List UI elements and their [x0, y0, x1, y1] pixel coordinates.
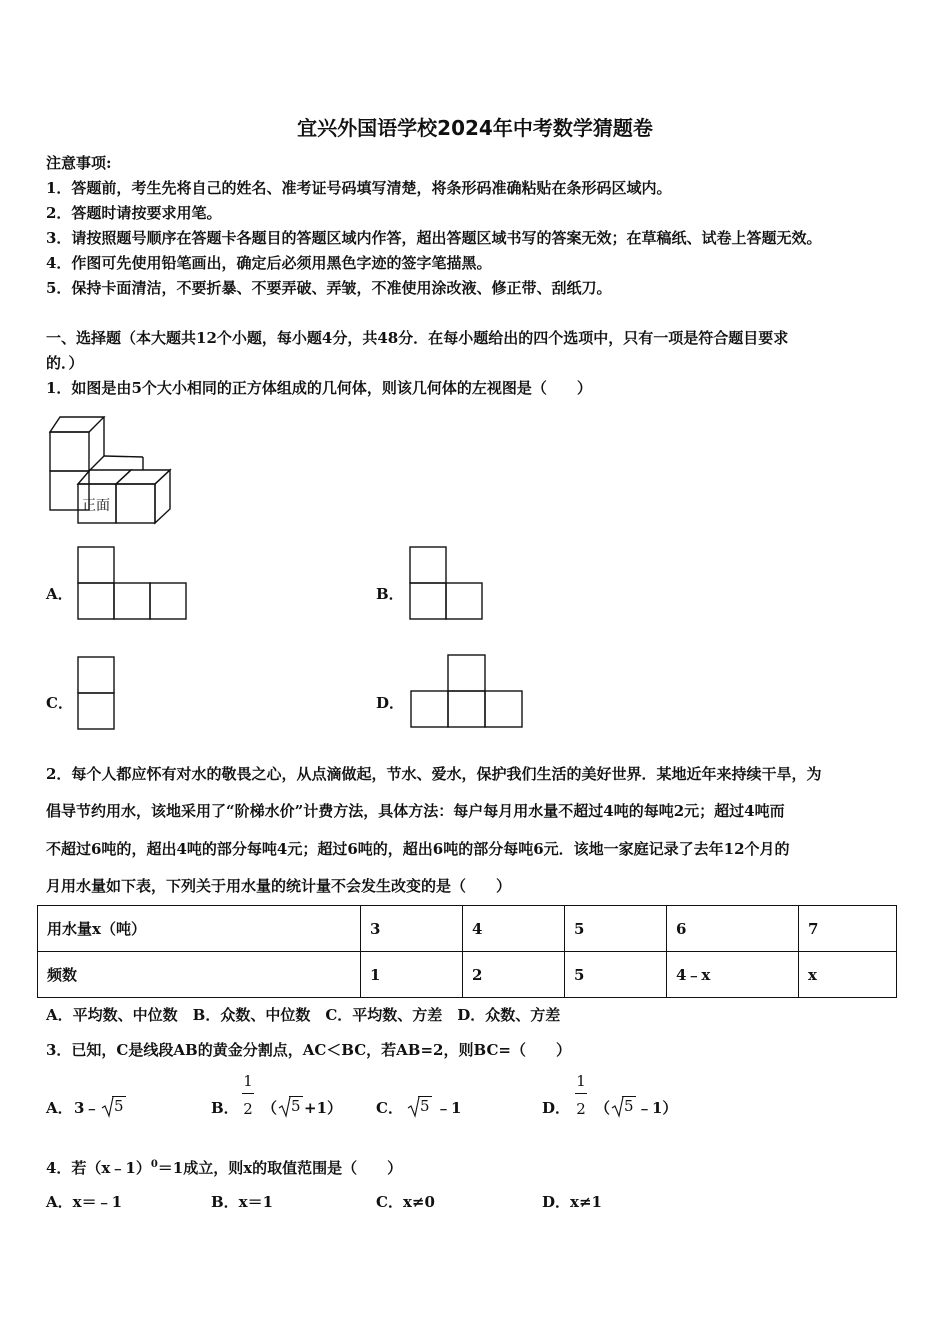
table-cell: 7 — [799, 906, 897, 952]
table-cell: 6 — [667, 906, 799, 952]
notes-heading: 注意事项: — [46, 154, 112, 172]
note-item: 1．答题前，考生先将自己的姓名、准考证号码填写清楚，将条形码准确粘贴在条形码区域内。 — [46, 179, 672, 197]
question-2-stem: 月用水量如下表，下列关于用水量的统计量不会发生改变的是（ ） — [46, 877, 512, 895]
option-b-view — [408, 545, 484, 621]
question-2-stem: 倡导节约用水，该地采用了“阶梯水价”计费方法，具体方法：每户每月用水量不超过4吨的每吨2元；超过4吨而 — [46, 802, 785, 820]
radicand: 5 — [114, 1097, 124, 1115]
fraction-numerator: 1 — [576, 1072, 586, 1090]
option-c-label: C． — [46, 694, 73, 712]
page-title: 宜兴外国语学校2024年中考数学猜题卷 — [297, 116, 653, 140]
question-2-options: A．平均数、中位数 B．众数、中位数 C．平均数、方差 D．众数、方差 — [46, 1006, 561, 1024]
water-usage-table — [37, 905, 897, 998]
section-heading-cont: 的．） — [46, 354, 84, 372]
table-cell: 4﹣x — [667, 952, 799, 998]
option-a-label: A． — [46, 585, 73, 603]
option-a-view — [76, 545, 188, 621]
option-d-view — [408, 653, 524, 729]
front-label: 正面 — [82, 498, 110, 514]
radicand: 5 — [420, 1097, 430, 1115]
table-row — [38, 906, 897, 952]
q4-option-c: C．x≠0 — [376, 1193, 435, 1211]
option-c-view — [76, 655, 116, 731]
table-cell: 5 — [565, 906, 667, 952]
note-item: 2．答题时请按要求用笔。 — [46, 204, 222, 222]
table-cell: x — [799, 952, 897, 998]
q3-option-d-label: D． — [542, 1099, 571, 1117]
table-cell: 2 — [463, 952, 565, 998]
table-row — [38, 952, 897, 998]
fraction-numerator: 1 — [243, 1072, 253, 1090]
q4-stem-part: 4．若（x﹣1） — [46, 1159, 151, 1177]
question-1-stem: 1．如图是由5个大小相同的正方体组成的几何体，则该几何体的左视图是（ ） — [46, 379, 592, 397]
fraction-one-half — [574, 1072, 588, 1118]
note-item: 3．请按照题号顺序在答题卡各题目的答题区域内作答，超出答题区域书写的答案无效；在草稿纸、试卷上答题无效。 — [46, 229, 822, 247]
note-item: 5．保持卡面清洁，不要折暴、不要弄破、弄皱，不准使用涂改液、修正带、刮纸刀。 — [46, 279, 612, 297]
fraction-bar — [575, 1093, 587, 1094]
question-3-stem: 3．已知，C是线段AB的黄金分割点，AC＜BC，若AB=2，则BC=（ ） — [46, 1041, 571, 1059]
question-2-stem: 不超过6吨的，超出4吨的部分每吨4元；超过6吨的，超出6吨的部分每吨6元．该地一家庭记录了去年12个月的 — [46, 840, 790, 858]
cube-solid-figure — [46, 415, 176, 525]
option-d-label: D． — [376, 694, 405, 712]
q3-option-c-text: ﹣1 — [436, 1099, 462, 1117]
fraction-denominator: 2 — [576, 1100, 586, 1118]
q3-option-a-text: 3﹣ — [74, 1099, 100, 1117]
table-cell: 3 — [361, 906, 463, 952]
radicand: 5 — [291, 1097, 301, 1115]
question-2-stem: 2．每个人都应怀有对水的敬畏之心，从点滴做起，节水、爱水，保护我们生活的美好世界．某地近年来持续干旱，为 — [46, 765, 822, 783]
note-item: 4．作图可先使用铅笔画出，确定后必须用黑色字迹的签字笔描黑。 — [46, 254, 492, 272]
q3-option-b-text: +1） — [304, 1099, 343, 1117]
section-heading: 一、选择题（本大题共12个小题，每小题4分，共48分．在每小题给出的四个选项中，只有一项是符合题目要求 — [46, 329, 789, 347]
q4-exponent: 0 — [150, 1159, 158, 1170]
q4-option-b: B．x＝1 — [211, 1193, 274, 1211]
q4-option-a: A．x＝﹣1 — [46, 1193, 123, 1211]
fraction-one-half — [241, 1072, 255, 1118]
q4-option-d: D．x≠1 — [542, 1193, 602, 1211]
fraction-bar — [242, 1093, 254, 1094]
open-paren: （ — [262, 1099, 278, 1117]
q4-stem-part: ＝1成立，则x的取值范围是（ ） — [157, 1159, 403, 1177]
q3-option-a-label: A． — [46, 1099, 73, 1117]
open-paren: （ — [595, 1099, 611, 1117]
table-cell: 5 — [565, 952, 667, 998]
q3-option-d-text: ﹣1） — [637, 1099, 678, 1117]
q3-option-c-label: C． — [376, 1099, 403, 1117]
option-b-label: B． — [376, 585, 404, 603]
fraction-denominator: 2 — [243, 1100, 253, 1118]
table-cell: 用水量x（吨） — [38, 906, 361, 952]
q3-option-b-label: B． — [211, 1099, 239, 1117]
table-cell: 4 — [463, 906, 565, 952]
table-cell: 频数 — [38, 952, 361, 998]
table-cell: 1 — [361, 952, 463, 998]
radicand: 5 — [624, 1097, 634, 1115]
question-4-stem — [46, 1157, 402, 1178]
